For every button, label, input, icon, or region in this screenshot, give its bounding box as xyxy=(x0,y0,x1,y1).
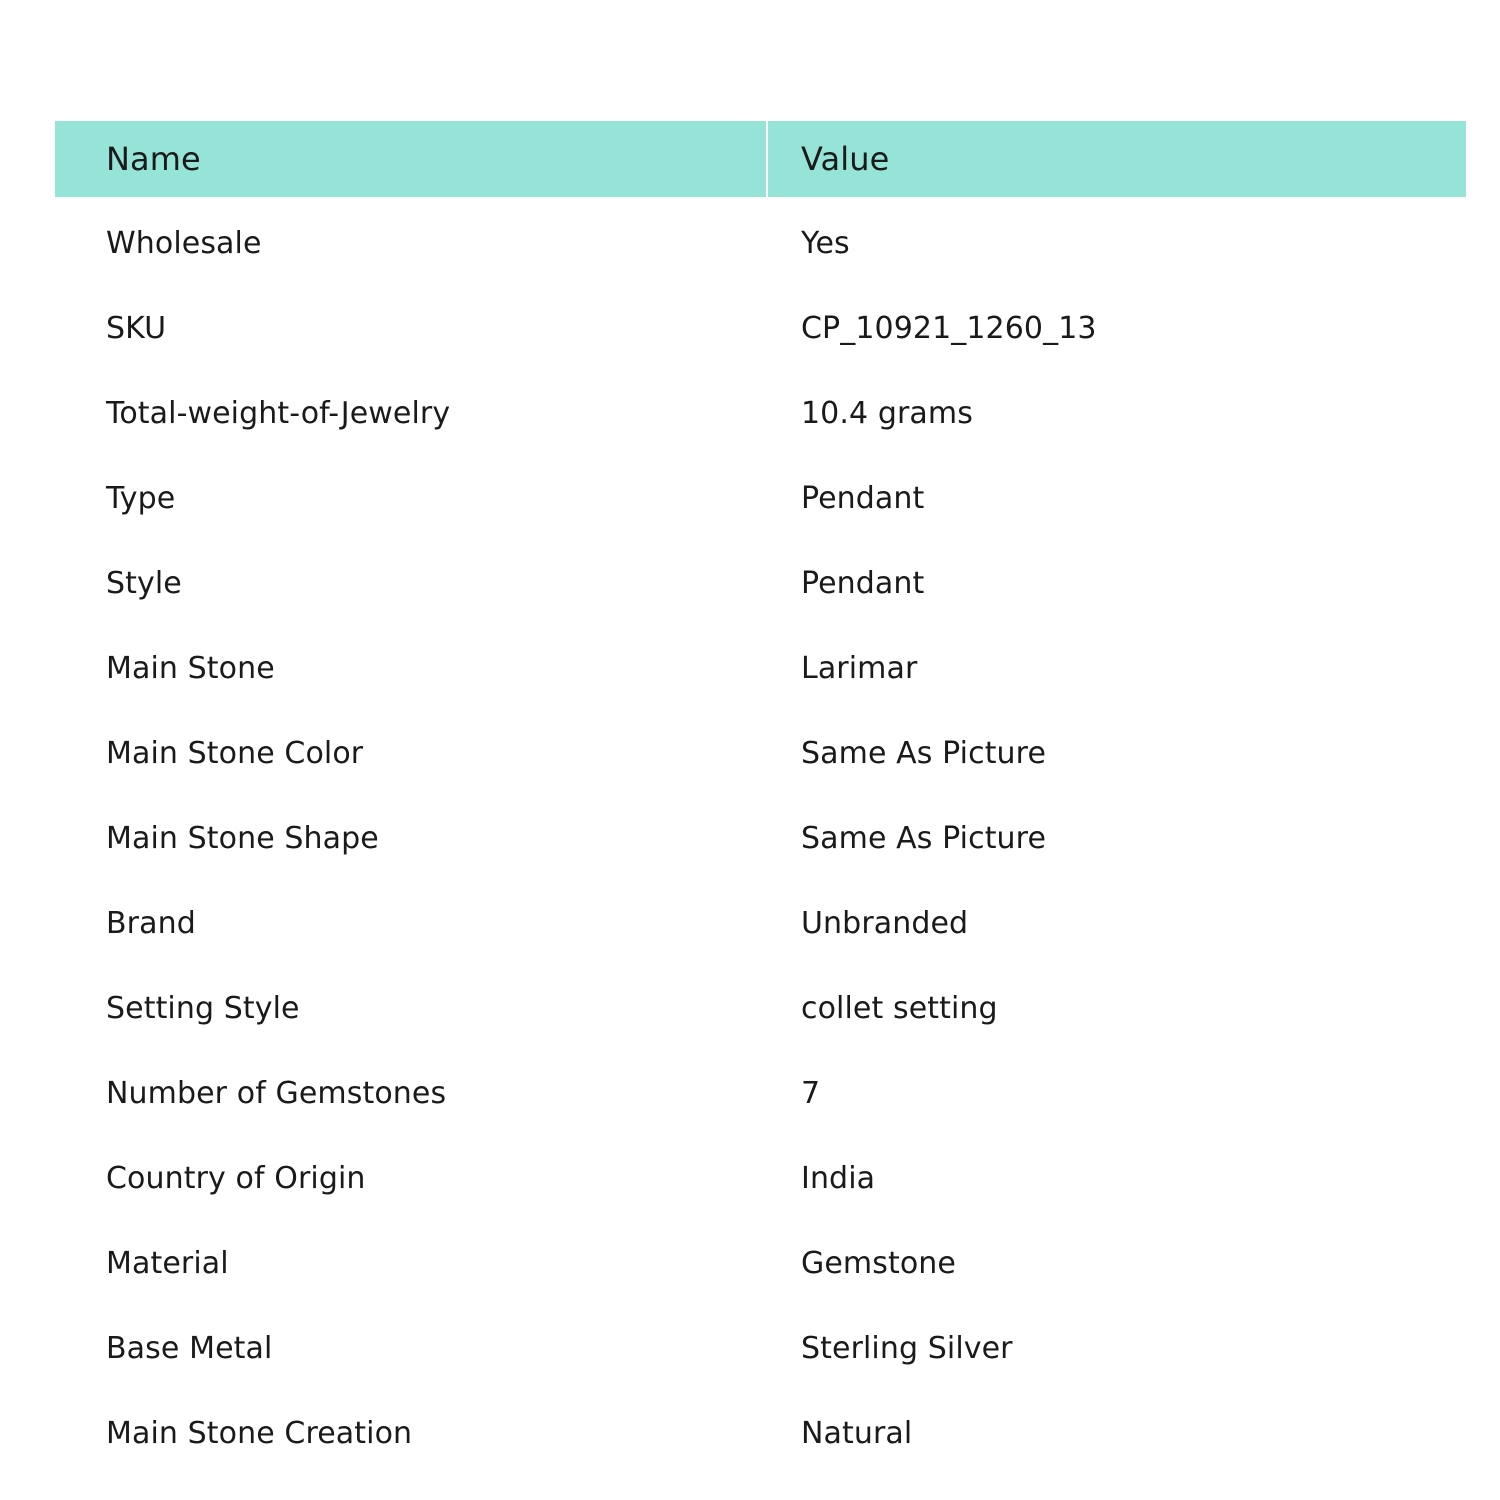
property-value: Pendant xyxy=(801,481,925,516)
property-name: Main Stone Shape xyxy=(106,821,379,856)
property-value: CP_10921_1260_13 xyxy=(801,311,1097,346)
property-name-cell xyxy=(55,1217,766,1302)
property-name: Main Stone Creation xyxy=(106,1416,413,1451)
property-value: Sterling Silver xyxy=(801,1331,1013,1366)
property-value-cell xyxy=(768,622,1466,707)
property-name: Main Stone xyxy=(106,651,275,686)
specifications-table xyxy=(55,121,1466,1472)
property-value: Gemstone xyxy=(801,1246,956,1281)
table-row xyxy=(55,1302,1466,1387)
column-header-value: Value xyxy=(768,121,1466,197)
property-value-cell xyxy=(768,1217,1466,1302)
property-value: Larimar xyxy=(801,651,918,686)
property-value-cell xyxy=(768,1387,1466,1472)
property-name: Base Metal xyxy=(106,1331,273,1366)
property-value-cell xyxy=(768,792,1466,877)
property-value-cell xyxy=(768,367,1466,452)
table-row xyxy=(55,282,1466,367)
table-row xyxy=(55,1047,1466,1132)
table-row xyxy=(55,452,1466,537)
property-name-cell xyxy=(55,537,766,622)
property-value-cell xyxy=(768,877,1466,962)
property-value-cell xyxy=(768,962,1466,1047)
property-name: Wholesale xyxy=(106,226,262,261)
table-row xyxy=(55,1217,1466,1302)
property-name: Number of Gemstones xyxy=(106,1076,447,1111)
property-name: Main Stone Color xyxy=(106,736,364,771)
property-name-cell xyxy=(55,707,766,792)
property-value: 7 xyxy=(801,1076,821,1111)
table-header-row xyxy=(55,121,1466,197)
property-name: Brand xyxy=(106,906,196,941)
property-name-cell xyxy=(55,877,766,962)
table-row xyxy=(55,792,1466,877)
property-name-cell xyxy=(55,1132,766,1217)
property-name-cell xyxy=(55,282,766,367)
table-row xyxy=(55,1387,1466,1472)
property-value-cell xyxy=(768,197,1466,282)
property-value: Natural xyxy=(801,1416,913,1451)
property-name: SKU xyxy=(106,311,167,346)
property-name-cell xyxy=(55,622,766,707)
table-row xyxy=(55,197,1466,282)
table-row xyxy=(55,367,1466,452)
table-row xyxy=(55,877,1466,962)
property-name: Type xyxy=(106,481,176,516)
property-name-cell xyxy=(55,1047,766,1132)
property-value-cell xyxy=(768,452,1466,537)
property-name: Style xyxy=(106,566,182,601)
property-value-cell xyxy=(768,1302,1466,1387)
table-body xyxy=(55,197,1466,1472)
property-value: collet setting xyxy=(801,991,998,1026)
property-name-cell xyxy=(55,452,766,537)
property-name: Material xyxy=(106,1246,229,1281)
property-value-cell xyxy=(768,1047,1466,1132)
table-row xyxy=(55,622,1466,707)
property-value: Yes xyxy=(801,226,850,261)
table-row xyxy=(55,537,1466,622)
property-value-cell xyxy=(768,537,1466,622)
column-header-name: Name xyxy=(55,121,766,197)
property-value-cell xyxy=(768,707,1466,792)
table-row xyxy=(55,1132,1466,1217)
property-value: 10.4 grams xyxy=(801,396,973,431)
property-name: Setting Style xyxy=(106,991,300,1026)
property-value-cell xyxy=(768,1132,1466,1217)
property-value: Same As Picture xyxy=(801,821,1047,856)
property-value: Unbranded xyxy=(801,906,969,941)
property-name-cell xyxy=(55,367,766,452)
table-row xyxy=(55,962,1466,1047)
property-value: Same As Picture xyxy=(801,736,1047,771)
table-row xyxy=(55,707,1466,792)
property-name: Country of Origin xyxy=(106,1161,366,1196)
property-name-cell xyxy=(55,792,766,877)
property-name-cell xyxy=(55,962,766,1047)
property-name: Total-weight-of-Jewelry xyxy=(106,396,451,431)
property-value-cell xyxy=(768,282,1466,367)
property-name-cell xyxy=(55,197,766,282)
property-name-cell xyxy=(55,1302,766,1387)
property-name-cell xyxy=(55,1387,766,1472)
property-value: India xyxy=(801,1161,876,1196)
property-value: Pendant xyxy=(801,566,925,601)
